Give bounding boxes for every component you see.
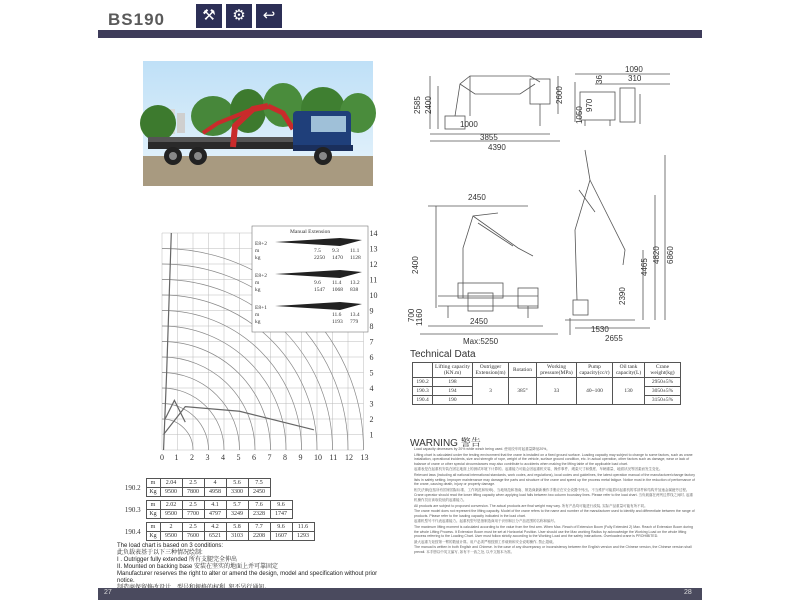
value-cell: 9500 xyxy=(160,532,182,541)
folded-view-drawing xyxy=(555,150,700,345)
y-tick-label: 9 xyxy=(369,306,374,316)
x-tick-label: 3 xyxy=(205,453,210,462)
warning-title: WARNING 警告 xyxy=(410,438,481,449)
y-tick-label: 3 xyxy=(369,399,374,409)
note-line: Manufacturer reserves the right to alter or amend the design, model and specification without prior notice. xyxy=(117,571,378,584)
extension-label: E8+2 xyxy=(255,273,267,279)
x-tick-label: 13 xyxy=(360,453,369,462)
dim-2585: 2585 xyxy=(413,96,422,114)
lifting-cell: 190 xyxy=(433,396,473,405)
load-chart-notes xyxy=(117,543,387,592)
side-view-drawing xyxy=(410,64,680,159)
x-tick-label: 9 xyxy=(298,453,303,462)
header-rotation: Rotation xyxy=(509,363,537,378)
hook-icon: ↩ xyxy=(256,4,282,28)
y-tick-label: 1 xyxy=(369,430,374,440)
technical-data-title: Technical Data xyxy=(410,349,476,360)
weight-cell: 3150±5% xyxy=(645,396,681,405)
weight-cell: 2950±5% xyxy=(645,378,681,387)
value-cell: 4.2 xyxy=(204,523,226,532)
dim-2450-top: 2450 xyxy=(468,193,486,202)
extension-label: E8+2 xyxy=(255,241,267,247)
y-tick-label: 10 xyxy=(369,291,378,300)
oil-cell: 130 xyxy=(613,378,645,405)
load-value: 838 xyxy=(350,287,359,293)
warning-item: 相关法律(包括所有国家国际标准、工作规范和规章)、当地规范和指南、制造商最新操作手册应在安全设置中列出。不当维护可能损坏起重机的零部件和结构并加速金属疲劳过程。 xyxy=(414,487,690,492)
value-cell: 9.6 xyxy=(270,523,292,532)
y-tick-label: 6 xyxy=(369,353,374,362)
x-tick-label: 7 xyxy=(267,453,272,462)
load-value: 1068 xyxy=(332,287,343,293)
dim-700: 700 xyxy=(407,308,416,322)
load-table-190-4 xyxy=(120,522,315,541)
model-cell: 190.3 xyxy=(413,387,433,396)
value-cell: 9500 xyxy=(160,488,182,497)
note-line: II. Mounted on backing base 安装在坚实的地面上并可靠固定 xyxy=(117,564,279,570)
warning-item: 起重表是在起重机安装在固定地面上的测试环境下计算的。起重能力可能会因起重机安装、操作事件、绳索尺寸和强度、车辆重量、地面状况等因素而发生变化。 xyxy=(414,467,663,472)
radius-unit: m xyxy=(255,280,260,286)
warning-item: The manual is written in both English and Chinese. In the case of any discrepancy or inconsistency between the English version and the Chinese version, the Chinese version shall prevail. 本手册以中英文编写, 如有不一致之处, 以中文版本为准。 xyxy=(414,545,692,554)
weight-cell: 3050±5% xyxy=(645,387,681,396)
radius-value: 11.4 xyxy=(332,280,342,286)
footer-bar xyxy=(98,588,702,600)
dim-310: 310 xyxy=(628,74,642,83)
value-cell: 1293 xyxy=(292,532,314,541)
y-tick-label: 2 xyxy=(369,415,374,424)
dim-1160: 1160 xyxy=(415,308,424,326)
value-cell: 2.04 xyxy=(160,479,182,488)
reach-arc xyxy=(162,342,271,451)
unit-cell: m xyxy=(146,501,160,510)
note-line: The load chart is based on 3 conditions: xyxy=(117,543,224,549)
model-label: 190.4 xyxy=(124,527,141,536)
control-icon: ⚙ xyxy=(226,4,252,28)
x-tick-label: 1 xyxy=(174,453,179,462)
radius-value: 9.6 xyxy=(314,280,321,286)
lifting-cell: 194 xyxy=(433,387,473,396)
unit-cell: Kg xyxy=(146,488,160,497)
header-outrigger: Outrigger Extension(m) xyxy=(473,363,509,378)
load-value: 1128 xyxy=(350,255,361,261)
value-cell: 7700 xyxy=(182,510,204,519)
value-cell: 2.02 xyxy=(160,501,182,510)
unit-cell: Kg xyxy=(146,532,160,541)
value-cell: 5.7 xyxy=(226,501,248,510)
load-table-190-3 xyxy=(120,500,293,519)
warning-list xyxy=(414,447,696,555)
value-cell: 7600 xyxy=(182,532,204,541)
warning-item: The crane model does not represent the lifting capacity. Model of the crane refers to the name and number of the manufacturer used to identify and differentiate between the range of products. Please refer to the loading capacity indicated in the load chart. xyxy=(414,509,695,518)
x-tick-label: 10 xyxy=(314,453,322,462)
radius-unit: m xyxy=(255,248,260,254)
dim-4390: 4390 xyxy=(488,143,506,152)
truck-photo xyxy=(143,61,373,186)
value-cell: 4797 xyxy=(204,510,226,519)
value-cell: 7.6 xyxy=(248,501,270,510)
value-cell: 2.5 xyxy=(182,479,204,488)
note-line: I . Outrigger fully extended 所有支腿完全伸出 xyxy=(117,557,238,563)
warning-item: All products are subject to proposed conversion. The actual products are final weight may vary. 所有产品均可能进行改装, 实际产品重量可能有所不同。 xyxy=(414,503,648,508)
value-cell: 3300 xyxy=(226,488,248,497)
pump-cell: 40~100 xyxy=(577,378,613,405)
value-cell: 9.6 xyxy=(270,501,292,510)
x-tick-label: 11 xyxy=(329,453,338,462)
x-tick-label: 8 xyxy=(283,453,287,462)
technical-data-table xyxy=(412,362,681,405)
radius-value: 9.3 xyxy=(332,248,339,254)
dim-2655: 2655 xyxy=(605,334,623,343)
warning-item: Lifting chart is calculated under the testing environment that the crane is installed on a fixed ground surface. Loading capacity may subject to change to some factors, such as crane installation, operational incidents, size and strength of rope, weight of the vehicle, surface ground condition, etc. In actual operation, other factors such as damage, wear or lack of balance of crane or other special circumstances may also contribute to accidents when making the lifting table of the applicable load chart. xyxy=(414,452,693,466)
legend-title: Manual Extension xyxy=(290,229,331,235)
y-tick-label: 4 xyxy=(369,384,374,393)
value-cell: 9500 xyxy=(160,510,182,519)
header-weight: Crane weight(kg) xyxy=(645,363,681,378)
value-cell: 7.5 xyxy=(248,479,270,488)
value-cell: 2.5 xyxy=(182,523,204,532)
load-value: 1193 xyxy=(332,319,343,325)
warning-item: 起重机型号不代表起重能力。起重机型号是指制造商用于识别和区分产品范围的名称和编号。 xyxy=(414,519,558,524)
load-table-190-2 xyxy=(120,478,271,497)
unit-cell: Kg xyxy=(146,510,160,519)
x-tick-label: 5 xyxy=(236,453,241,462)
radius-value: 7.5 xyxy=(314,248,321,254)
value-cell: 4958 xyxy=(204,488,226,497)
unit-cell: m xyxy=(146,479,160,488)
y-tick-label: 11 xyxy=(369,275,378,285)
load-value: 1470 xyxy=(332,255,343,261)
header-lifting: Lifting capacity (KN.m) xyxy=(433,363,473,378)
radius-value: 13.4 xyxy=(350,312,360,318)
y-tick-label: 8 xyxy=(369,322,374,331)
page-number-right: 28 xyxy=(684,589,692,596)
dim-1000: 1000 xyxy=(460,120,478,129)
value-cell: 4 xyxy=(204,479,226,488)
note-line: 此负载表基于以下三种情况绘制: xyxy=(117,550,203,556)
title-bar xyxy=(98,30,702,38)
x-tick-label: 0 xyxy=(160,453,164,462)
value-cell: 7.7 xyxy=(248,523,270,532)
radius-value: 11.1 xyxy=(350,248,360,254)
model-cell: 190.2 xyxy=(413,378,433,387)
value-cell: 3103 xyxy=(226,532,248,541)
warning-item: The maximum lifting moment is calculated according to the value from the first arm. When Max. Reach of Extension Boom (Fully Extended 2) Max. Reach of Extension Boom during the whole Lifting Process. It Extension Boom must be set at Horizontal Position. User should use the Max working Radius by acknowledge the Working Load on the whole lifting process referring to the Loading Chart. User must follow strictly according to the Working Load and the safety instructions. Overloaded crane is PROHIBITED. xyxy=(414,524,693,539)
dim-max-5250: Max:5250 xyxy=(463,337,499,346)
dim-2600: 2600 xyxy=(555,86,564,104)
value-cell: 2450 xyxy=(248,488,270,497)
y-tick-label: 13 xyxy=(369,244,378,254)
header-pressure: Working pressure(MPa) xyxy=(537,363,577,378)
rotation-cell: 385° xyxy=(509,378,537,405)
outrigger-cell: 3 xyxy=(473,378,509,405)
load-unit: kg xyxy=(255,319,261,325)
dim-3855: 3855 xyxy=(480,133,498,142)
y-tick-label: 5 xyxy=(369,368,374,378)
header-oil: Oil tank capacity(L) xyxy=(613,363,645,378)
y-tick-label: 14 xyxy=(369,229,378,238)
value-cell: 5.6 xyxy=(226,479,248,488)
warning-item: Relevant laws (including all national international standards, work codes, and regulations), local codes and guidelines, the latest operation manual of the manufacturer/change factory lists in safety setting. Improper maintenance may damage the parts and structure of the crane and speed up the process metal fatigue. Notice must in the reduction of performance of the crane, causing death, injury or property damage. xyxy=(414,472,695,487)
dim-1530: 1530 xyxy=(591,325,609,334)
load-chart xyxy=(140,218,380,472)
dim-970: 970 xyxy=(585,98,594,112)
value-cell: 2.5 xyxy=(182,501,204,510)
x-tick-label: 2 xyxy=(190,453,194,462)
dim-2400-front: 2400 xyxy=(411,256,420,274)
x-tick-label: 6 xyxy=(252,453,256,462)
page-number-left: 27 xyxy=(104,589,112,596)
extension-label: E8+1 xyxy=(255,305,267,311)
value-cell: 5.8 xyxy=(226,523,248,532)
x-tick-label: 12 xyxy=(345,453,353,462)
load-value: 1547 xyxy=(314,287,325,293)
y-tick-label: 12 xyxy=(369,260,378,269)
value-cell: 1607 xyxy=(270,532,292,541)
dim-1090: 1090 xyxy=(625,65,643,74)
dim-2390: 2390 xyxy=(618,287,627,305)
load-unit: kg xyxy=(255,287,261,293)
radius-value: 11.6 xyxy=(332,312,342,318)
value-cell: 1747 xyxy=(270,510,292,519)
pressure-cell: 33 xyxy=(537,378,577,405)
crane-icon: ⚒ xyxy=(196,4,222,28)
radius-value: 13.2 xyxy=(350,280,360,286)
load-unit: kg xyxy=(255,255,261,261)
dim-36: 36 xyxy=(595,75,604,84)
dim-6860: 6860 xyxy=(666,246,675,264)
y-tick-label: 7 xyxy=(369,337,374,347)
dim-2400: 2400 xyxy=(424,96,433,114)
x-tick-label: 4 xyxy=(221,453,225,462)
warning-item: Load capacity decreases by 20% while winch being used. 使用绞车时起重量降低20%。 xyxy=(414,447,550,451)
header-pump: Pump capacity(cc/r) xyxy=(577,363,613,378)
model-label: 190.3 xyxy=(124,505,141,514)
lifting-cell: 198 xyxy=(433,378,473,387)
page-title: BS190 xyxy=(108,10,165,29)
dim-4820: 4820 xyxy=(652,246,661,264)
blank-header xyxy=(413,363,433,378)
value-cell: 6521 xyxy=(204,532,226,541)
model-label: 190.2 xyxy=(124,483,141,492)
load-value: 779 xyxy=(350,319,359,325)
radius-unit: m xyxy=(255,312,260,318)
value-cell: 3249 xyxy=(226,510,248,519)
value-cell: 2328 xyxy=(248,510,270,519)
warning-item: 最大起重力矩按第一臂的数值计算。用户必须严格按照工作载荷和安全说明操作, 禁止超载。 xyxy=(414,539,556,544)
dim-1050: 1050 xyxy=(575,106,584,124)
warning-item: Crane operator should read the lower lifting capacity when applying load falls between two column boundary lines. Please refer to the load chart. 当负载落在两列边界线之间时, 起重机操作员应读取较低的起重能力。 xyxy=(414,493,693,502)
load-value: 2250 xyxy=(314,255,325,261)
model-cell: 190.4 xyxy=(413,396,433,405)
dim-2450-bottom: 2450 xyxy=(470,317,488,326)
value-cell: 2 xyxy=(160,523,182,532)
value-cell: 11.6 xyxy=(292,523,314,532)
value-cell: 4.1 xyxy=(204,501,226,510)
value-cell: 7800 xyxy=(182,488,204,497)
dim-4465: 4465 xyxy=(640,258,649,276)
value-cell: 2208 xyxy=(248,532,270,541)
unit-cell: m xyxy=(146,523,160,532)
